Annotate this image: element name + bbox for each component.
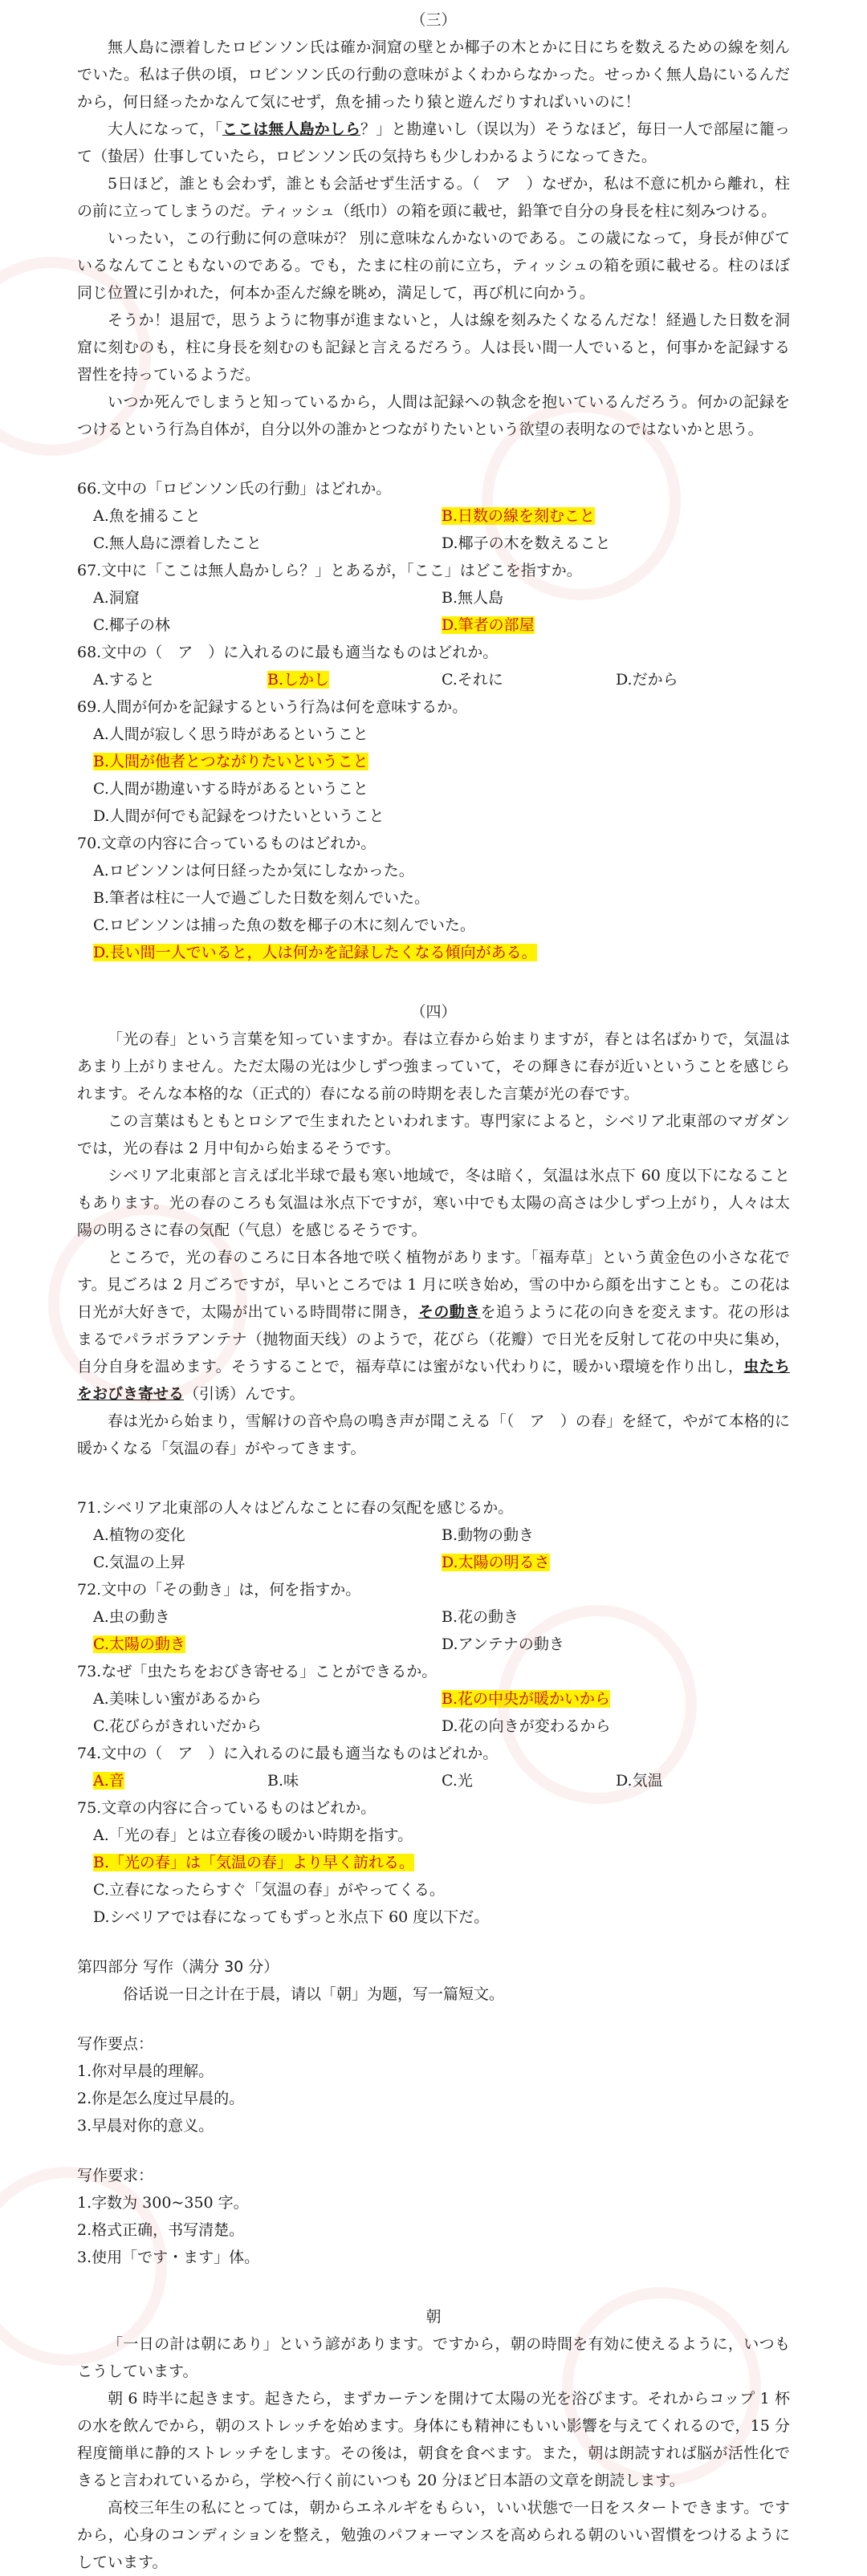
correct-answer-highlight: B.しかし — [267, 671, 330, 689]
option-text: D.椰子の木を数えること — [442, 534, 611, 552]
correct-answer-highlight: D.筆者の部屋 — [442, 616, 535, 634]
option-text: A.「光の春」とは立春後の暖かい時期を指す。 — [93, 1826, 413, 1844]
answer-option[interactable] — [93, 1549, 442, 1576]
requirements-title: 写作要求： — [77, 2167, 154, 2184]
question-stem: 73.なぜ「虫たちをおびき寄せる」ことができるか。 — [77, 1663, 438, 1680]
question-list — [77, 1494, 790, 1931]
answer-options — [77, 1822, 790, 1931]
option-text: C.人間が勘違いする時があるということ — [93, 780, 368, 798]
answer-option[interactable] — [442, 611, 790, 639]
answer-option[interactable] — [93, 1822, 790, 1849]
answer-option[interactable] — [442, 1522, 790, 1549]
answer-option[interactable] — [93, 939, 790, 966]
question-stem: 68.文中の（ ア ）に入れるのに最も適当なものはどれか。 — [77, 644, 499, 661]
option-text: C.それに — [442, 671, 503, 689]
question-stem: 67.文中に「ここは無人島かしら？」とあるが，「ここ」はどこを指すか。 — [77, 562, 582, 579]
answer-option[interactable] — [93, 1603, 442, 1631]
answer-option[interactable] — [93, 1904, 790, 1931]
question-stem: 71.シベリア北東部の人々はどんなことに春の気配を感じるか。 — [77, 1499, 514, 1517]
correct-answer-highlight: C.太陽の動き — [93, 1635, 185, 1653]
option-text: A.すると — [93, 671, 155, 689]
requirement-item: 1.字数为 300~350 字。 — [77, 2194, 249, 2212]
option-text: C.気温の上昇 — [93, 1554, 185, 1571]
option-text: C.ロビンソンは捕った魚の数を椰子の木に刻んでいた。 — [93, 916, 475, 934]
answer-option[interactable] — [442, 584, 790, 611]
answer-option[interactable] — [93, 502, 442, 530]
option-text: B.花の動き — [442, 1608, 519, 1626]
answer-option[interactable] — [616, 1767, 790, 1794]
writing-prompt: 俗话说一日之计在于晨，请以「朝」为题，写一篇短文。 — [123, 1985, 505, 2003]
essay-paragraph: 朝 6 時半に起きます。起きたら，まずカーテンを開けて太陽の光を浴びます。それからコップ 1 杯の水を飲んでから，朝のストレッチを始めます。身体にも精神にもいい影響を与えてくれるので，15 分程度簡単に静的ストレッチをします。その後は，朝食を食べます。また，朝は朗読すれば脳が活性化できると言われているから，学校へ行く前にいつも 20 分ほど日本語の文章を朗読します。 — [77, 2390, 790, 2489]
option-text: A.人間が寂しく思う時があるということ — [93, 725, 368, 743]
point-item: 1.你对早晨的理解。 — [77, 2062, 214, 2080]
option-text: C.無人島に漂着したこと — [93, 534, 262, 552]
passage-paragraph: そうか！退屈で，思うように物事が進まないと，人は線を刻みたくなるんだな！経過した日数を洞窟に刻むのも，柱に身長を刻むのも記録と言えるだろう。人は長い間一人でいると，何事かを記録する習性を持っているようだ。 — [77, 311, 790, 384]
underlined-phrase: その動き — [418, 1303, 481, 1321]
answer-option[interactable] — [442, 666, 616, 693]
answer-option[interactable] — [442, 1767, 616, 1794]
answer-option[interactable] — [442, 1603, 790, 1631]
option-text: A.洞窟 — [93, 589, 140, 607]
passage-paragraph: いったい，この行動に何の意味が？ 別に意味なんかないのである。この歳になって，身長が伸びているなんてこともないのである。でも，たまに柱の前に立ち，ティッシュの箱を頭に載せる。柱のほぼ同じ位置に引かれた，何本か歪んだ線を眺め，満足して，再び机に向かう。 — [77, 230, 790, 302]
answer-option[interactable] — [93, 611, 442, 639]
answer-options — [77, 1685, 790, 1740]
option-text: D.人間が何でも記録をつけたいということ — [93, 807, 385, 825]
question-stem: 69.人間が何かを記録するという行為は何を意味するか。 — [77, 698, 468, 716]
answer-option[interactable] — [616, 666, 790, 693]
correct-answer-highlight: B.花の中央が暖かいから — [442, 1690, 611, 1708]
answer-option[interactable] — [93, 1713, 442, 1740]
option-text: A.ロビンソンは何日経ったか気にしなかった。 — [93, 862, 414, 880]
section-title: （四） — [410, 1003, 457, 1021]
passage-paragraph: シベリア北東部と言えば北半球で最も寒い地域で，冬は暗く，気温は氷点下 60 度以下になることもあります。光の春のころも気温は氷点下ですが，寒い中でも太陽の高さは少しずつ上がり，人々は太陽の明るさに春の気配（气息）を感じるそうです。 — [77, 1167, 790, 1239]
option-text: C.椰子の林 — [93, 616, 170, 634]
writing-heading: 第四部分 写作（满分 30 分） — [77, 1958, 279, 1976]
passage-paragraph: この言葉はもともとロシアで生まれたといわれます。専門家によると，シベリア北東部のマガダンでは，光の春は 2 月中旬から始まるそうです。 — [77, 1112, 790, 1157]
option-text: D.花の向きが変わるから — [442, 1717, 611, 1735]
answer-option[interactable] — [93, 912, 790, 939]
answer-option[interactable] — [93, 1685, 442, 1713]
question-list — [77, 475, 790, 966]
option-text: B.筆者は柱に一人で過ごした日数を刻んでいた。 — [93, 889, 430, 907]
answer-option[interactable] — [93, 802, 790, 830]
essay-title: 朝 — [425, 2308, 442, 2326]
passage-paragraph: 5日ほど，誰とも会わず，誰とも会話せず生活する。（ ア ）なぜか，私は不意に机から離れ，柱の前に立ってしまうのだ。ティッシュ（纸巾）の箱を頭に載せ，鉛筆で自分の身長を柱に刻みつける。 — [77, 175, 790, 220]
answer-options — [77, 1603, 790, 1658]
answer-option[interactable] — [93, 666, 267, 693]
correct-answer-highlight: D.太陽の明るさ — [442, 1554, 550, 1571]
option-text: C.花びらがきれいだから — [93, 1717, 262, 1735]
answer-options — [77, 502, 790, 557]
correct-answer-highlight: B.人間が他者とつながりたいということ — [93, 753, 368, 770]
option-text: C.光 — [442, 1772, 473, 1790]
option-text: A.美味しい蜜があるから — [93, 1690, 262, 1708]
answer-option[interactable] — [442, 1713, 790, 1740]
question-stem: 70.文章の内容に合っているものはどれか。 — [77, 835, 377, 852]
passage-paragraph: 春は光から始まり，雪解けの音や鳥の鳴き声が聞こえる「（ ア ）の春」を経て，やがて本格的に暖かくなる「気温の春」がやってきます。 — [77, 1412, 790, 1457]
passage-paragraph: 「光の春」という言葉を知っていますか。春は立春から始まりますが，春とは名ばかりで，気温はあまり上がりません。ただ太陽の光は少しずつ強まっていて，その輝きに春が近いということを感じられます。そんな本格的な（正式的）春になる前の時期を表した言葉が光の春です。 — [77, 1030, 790, 1103]
option-text: A.植物の変化 — [93, 1526, 185, 1544]
essay-paragraph: 「一日の計は朝にあり」という諺があります。ですから，朝の時間を有効に使えるように，いつもこうしています。 — [77, 2335, 790, 2380]
underlined-phrase: ここは無人島かしら — [222, 120, 361, 138]
answer-option[interactable] — [93, 1849, 790, 1876]
correct-answer-highlight: A.音 — [93, 1772, 124, 1790]
answer-option[interactable] — [267, 666, 442, 693]
point-item: 3.早晨对你的意义。 — [77, 2117, 214, 2135]
answer-option[interactable] — [442, 1549, 790, 1576]
answer-option[interactable] — [442, 1685, 790, 1713]
option-text: A.虫の動き — [93, 1608, 170, 1626]
option-text: A.魚を捕ること — [93, 507, 201, 525]
option-text: B.無人島 — [442, 589, 504, 607]
question-stem: 72.文中の「その動き」は，何を指すか。 — [77, 1581, 361, 1599]
underlined-phrase: 虫たちをおびき寄せる — [77, 1358, 790, 1403]
answer-options — [77, 1522, 790, 1576]
section-title: （三） — [410, 11, 457, 29]
correct-answer-highlight: D.長い間一人でいると，人は何かを記録したくなる傾向がある。 — [93, 944, 537, 961]
answer-option[interactable] — [267, 1767, 442, 1794]
answer-option[interactable] — [93, 530, 442, 557]
answer-option[interactable] — [93, 857, 790, 884]
answer-option[interactable] — [93, 775, 790, 802]
correct-answer-highlight: B.日数の線を刻むこと — [442, 507, 596, 525]
answer-options — [77, 584, 790, 639]
option-text: D.シベリアでは春になってもずっと氷点下 60 度以下だ。 — [93, 1908, 490, 1926]
option-text: D.だから — [616, 671, 678, 689]
essay-paragraph: 高校三年生の私にとっては，朝からエネルギをもらい，いい状態で一日をスタートできます。ですから，心身のコンディションを整え，勉強のパフォーマンスを高められる朝のいい習慣をつけるようにしています。 — [77, 2499, 790, 2571]
passage-paragraph: 大人になって，「ここは無人島かしら？」と勘違いし（误以为）そうなほど，毎日一人で部屋に籠って（蛰居）仕事していたら，ロビンソン氏の気持ちも少しわかるようになってきた。 — [77, 120, 790, 165]
answer-option[interactable] — [93, 1631, 442, 1658]
question-stem: 75.文章の内容に合っているものはどれか。 — [77, 1799, 377, 1817]
passage-paragraph: いつか死んでしまうと知っているから，人間は記録への執念を抱いているんだろう。何かの記録をつけるという行為自体が，自分以外の誰かとつながりたいという欲望の表明なのではないかと思う。 — [77, 393, 790, 438]
answer-option[interactable] — [93, 721, 790, 748]
option-text: D.気温 — [616, 1772, 663, 1790]
answer-option[interactable] — [93, 584, 442, 611]
answer-option[interactable] — [93, 1522, 442, 1549]
option-text: B.味 — [267, 1772, 299, 1790]
answer-option[interactable] — [442, 530, 790, 557]
answer-option[interactable] — [442, 502, 790, 530]
passage-paragraph: 無人島に漂着したロビンソン氏は確か洞窟の壁とか椰子の木とかに日にちを数えるための線を刻んでいた。私は子供の頃，ロビンソン氏の行動の意味がよくわからなかった。せっかく無人島にいるんだから，何日経ったかなんて気にせず，魚を捕ったり猿と遊んだりすればいいのに！ — [77, 39, 790, 111]
answer-options — [77, 1767, 790, 1794]
question-stem: 66.文中の「ロビンソン氏の行動」はどれか。 — [77, 480, 392, 498]
answer-option[interactable] — [93, 748, 790, 775]
answer-option[interactable] — [442, 1631, 790, 1658]
requirement-item: 3.使用「です・ます」体。 — [77, 2249, 260, 2266]
answer-options — [77, 857, 790, 966]
point-item: 2.你是怎么度过早晨的。 — [77, 2090, 245, 2107]
requirement-item: 2.格式正确，书写清楚。 — [77, 2221, 245, 2239]
answer-options — [77, 666, 790, 693]
option-text: C.立春になったらすぐ「気温の春」がやってくる。 — [93, 1881, 445, 1899]
answer-option[interactable] — [93, 1876, 790, 1904]
correct-answer-highlight: B.「光の春」は「気温の春」より早く訪れる。 — [93, 1854, 415, 1871]
answer-option[interactable] — [93, 1767, 267, 1794]
points-title: 写作要点： — [77, 2035, 154, 2053]
answer-options — [77, 721, 790, 830]
passage-paragraph: ところで，光の春のころに日本各地で咲く植物があります。「福寿草」という黄金色の小さな花です。見ごろは 2 月ごろですが，早いところでは 1 月に咲き始め，雪の中から顔を出すことも。この花は日光が大好きで，太陽が出ている時間帯に開き，その動きを追うように花の向きを変えます。花の形はまるでパラボラアンテナ（抛物面天线）のようで，花びら（花瓣）で日光を反射して花の中央に集め，自分自身を温めます。そうすることで，福寿草には蜜がない代わりに，暖かい環境を作り出し，虫たちをおびき寄せる（引诱）んです。 — [77, 1249, 790, 1403]
option-text: D.アンテナの動き — [442, 1635, 564, 1653]
question-stem: 74.文中の（ ア ）に入れるのに最も適当なものはどれか。 — [77, 1745, 499, 1762]
option-text: B.動物の動き — [442, 1526, 535, 1544]
answer-option[interactable] — [93, 884, 790, 912]
